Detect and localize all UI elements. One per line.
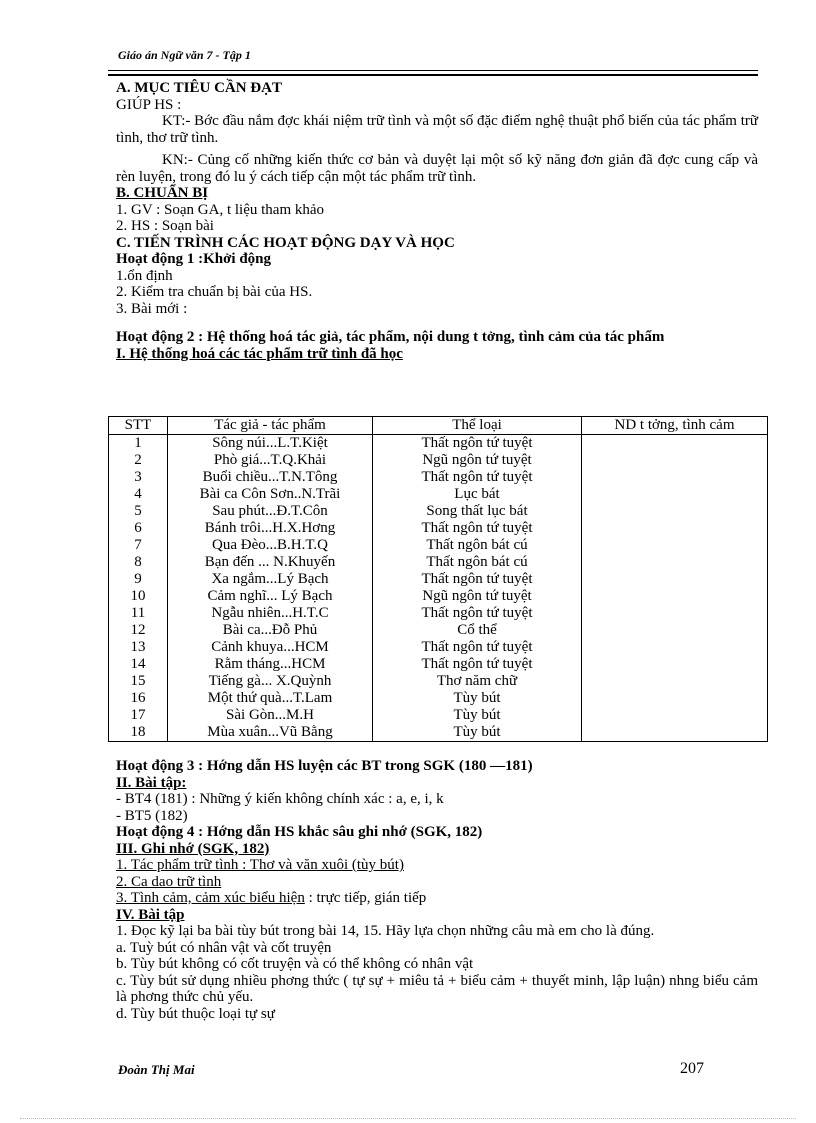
table-row [109, 724, 768, 742]
exercise-item-1: - BT4 (181) : Những ý kiến không chính xác : a, e, i, k [116, 791, 444, 807]
cell-author-work: Cảnh khuya...HCM [168, 639, 373, 656]
table-row [109, 707, 768, 724]
cell-genre: Thất ngôn bát cú [373, 537, 582, 554]
cell-genre: Thất ngôn tứ tuyệt [373, 639, 582, 656]
section-iv-intro: 1. Đọc kỹ lại ba bài tùy bút trong bài 14, 15. Hãy lựa chọn những câu mà em cho là đúng. [116, 923, 655, 939]
section-iv-heading: IV. Bài tập [116, 906, 185, 923]
table-row [109, 571, 768, 588]
section-a-heading: A. MỤC TIÊU CẦN ĐẠT [116, 80, 282, 96]
cell-author-work: Bài ca Côn Sơn..N.Trãi [168, 486, 373, 503]
table-body [109, 435, 768, 742]
cell-author-work: Mùa xuân...Vũ Bằng [168, 724, 373, 742]
cell-genre: Tùy bút [373, 724, 582, 742]
table-row [109, 588, 768, 605]
cell-stt: 5 [109, 503, 168, 520]
cell-genre: Thất ngôn tứ tuyệt [373, 571, 582, 588]
cell-content [582, 469, 768, 486]
cell-content [582, 639, 768, 656]
table-row [109, 435, 768, 453]
cell-stt: 11 [109, 605, 168, 622]
memo-item-2: 2. Ca dao trữ tình [116, 873, 222, 890]
cell-stt: 1 [109, 435, 168, 453]
option-c: c. Tùy bút sử dụng nhiều phơng thức ( tự sự + miêu tả + biểu cảm + thuyết minh, lập luận) nhng biểu cảm là phơng thức chủ yếu. [116, 972, 758, 1005]
exercise-subheading: II. Bài tập: [116, 774, 187, 791]
cell-content [582, 554, 768, 571]
cell-stt: 17 [109, 707, 168, 724]
activity-1-item-1: 1.ổn định [116, 267, 173, 284]
cell-content [582, 724, 768, 742]
cell-genre: Thất ngôn tứ tuyệt [373, 435, 582, 453]
cell-content [582, 537, 768, 554]
cell-content [582, 656, 768, 673]
table-row [109, 503, 768, 520]
bottom-dotted-line [20, 1118, 796, 1119]
option-d: d. Tùy bút thuộc loại tự sự [116, 1005, 275, 1022]
cell-author-work: Rằm tháng...HCM [168, 656, 373, 673]
header-author-work: Tác giả - tác phẩm [168, 417, 373, 435]
header-rule-thick [108, 74, 758, 76]
cell-genre: Thất ngôn tứ tuyệt [373, 656, 582, 673]
activity-2-subheading: I. Hệ thống hoá các tác phẩm trữ tình đã học [116, 345, 403, 362]
cell-stt: 18 [109, 724, 168, 742]
memo-item-3-rest: : trực tiếp, gián tiếp [304, 890, 427, 906]
cell-content [582, 571, 768, 588]
cell-content [582, 673, 768, 690]
memo-item-3-underlined: 3. Tình cảm, cảm xúc biểu hiện [116, 890, 305, 906]
cell-stt: 12 [109, 622, 168, 639]
table-row [109, 486, 768, 503]
cell-author-work: Sài Gòn...M.H [168, 707, 373, 724]
cell-author-work: Tiếng gà... X.Quỳnh [168, 673, 373, 690]
activity-1-item-3: 3. Bài mới : [116, 300, 188, 317]
cell-stt: 13 [109, 639, 168, 656]
cell-stt: 16 [109, 690, 168, 707]
page-number: 207 [680, 1060, 704, 1077]
table-header-row [109, 417, 768, 435]
memo-subheading: III. Ghi nhớ (SGK, 182) [116, 840, 270, 857]
table-row [109, 673, 768, 690]
option-a: a. Tuỳ bút có nhân vật và cốt truyện [116, 939, 332, 956]
prep-item-2: 2. HS : Soạn bài [116, 218, 214, 234]
cell-genre: Thơ năm chữ [373, 673, 582, 690]
cell-stt: 15 [109, 673, 168, 690]
cell-author-work: Qua Đèo...B.H.T.Q [168, 537, 373, 554]
table-row [109, 469, 768, 486]
cell-author-work: Bài ca...Đỗ Phủ [168, 622, 373, 639]
header-stt: STT [109, 417, 168, 435]
cell-genre: Thất ngôn tứ tuyệt [373, 605, 582, 622]
cell-stt: 3 [109, 469, 168, 486]
cell-author-work: Xa ngắm...Lý Bạch [168, 571, 373, 588]
table-row [109, 452, 768, 469]
section-c-heading: C. TIẾN TRÌNH CÁC HOẠT ĐỘNG DẠY VÀ HỌC [116, 234, 455, 251]
cell-author-work: Phò giá...T.Q.Khải [168, 452, 373, 469]
cell-author-work: Bánh trôi...H.X.Hơng [168, 520, 373, 537]
cell-genre: Thất ngôn tứ tuyệt [373, 520, 582, 537]
activity-2-heading: Hoạt động 2 : Hệ thống hoá tác giả, tác phẩm, nội dung t tởng, tình cảm của tác phẩm [116, 329, 665, 345]
table-row [109, 554, 768, 571]
cell-genre: Song thất lục bát [373, 503, 582, 520]
activity-3-heading: Hoạt động 3 : Hớng dẫn HS luyện các BT trong SGK (180 —181) [116, 758, 533, 774]
upper-content [116, 80, 758, 362]
table-row [109, 639, 768, 656]
header-content: ND t tởng, tình cảm [582, 417, 768, 435]
cell-genre: Tùy bút [373, 707, 582, 724]
cell-genre: Tùy bút [373, 690, 582, 707]
exercise-item-2: - BT5 (182) [116, 807, 188, 824]
cell-content [582, 503, 768, 520]
activity-1-heading: Hoạt động 1 :Khởi động [116, 251, 272, 267]
section-b-heading: B. CHUẨN BỊ [116, 185, 209, 201]
header-genre: Thể loại [373, 417, 582, 435]
cell-author-work: Một thứ quà...T.Lam [168, 690, 373, 707]
cell-author-work: Bạn đến ... N.Khuyến [168, 554, 373, 571]
memo-item-3 [116, 890, 758, 907]
table-row [109, 622, 768, 639]
cell-stt: 2 [109, 452, 168, 469]
table-row [109, 690, 768, 707]
cell-genre: Cổ thể [373, 622, 582, 639]
memo-item-1: 1. Tác phẩm trữ tình : Thơ và văn xuôi (tùy bút) [116, 857, 404, 873]
cell-author-work: Cảm nghĩ... Lý Bạch [168, 588, 373, 605]
cell-stt: 8 [109, 554, 168, 571]
cell-author-work: Sông núi...L.T.Kiệt [168, 435, 373, 453]
cell-author-work: Ngẫu nhiên...H.T.C [168, 605, 373, 622]
option-b: b. Tùy bút không có cốt truyện và có thể không có nhân vật [116, 956, 474, 972]
lower-content [116, 758, 758, 1022]
cell-genre: Ngũ ngôn tứ tuyệt [373, 588, 582, 605]
cell-content [582, 435, 768, 453]
cell-genre: Thất ngôn bát cú [373, 554, 582, 571]
cell-content [582, 520, 768, 537]
cell-content [582, 452, 768, 469]
cell-genre: Thất ngôn tứ tuyệt [373, 469, 582, 486]
table-row [109, 605, 768, 622]
footer-author: Đoàn Thị Mai [118, 1062, 195, 1077]
table-row [109, 520, 768, 537]
cell-stt: 10 [109, 588, 168, 605]
cell-content [582, 605, 768, 622]
activity-4-heading: Hoạt động 4 : Hớng dẫn HS khắc sâu ghi nhớ (SGK, 182) [116, 824, 483, 840]
cell-genre: Lục bát [373, 486, 582, 503]
kt-paragraph: KT:- Bớc đầu nắm đợc khái niệm trữ tình và một số đặc điểm nghệ thuật phổ biến của tác phẩm trữ tình, thơ trữ tình. [116, 113, 758, 146]
prep-item-1: 1. GV : Soạn GA, t liệu tham khảo [116, 201, 325, 218]
cell-stt: 7 [109, 537, 168, 554]
table-row [109, 656, 768, 673]
works-table [108, 416, 768, 742]
cell-stt: 9 [109, 571, 168, 588]
cell-content [582, 588, 768, 605]
activity-1-item-2: 2. Kiểm tra chuẩn bị bài của HS. [116, 284, 313, 300]
help-label: GIÚP HS : [116, 96, 182, 113]
table-row [109, 537, 768, 554]
cell-content [582, 486, 768, 503]
cell-genre: Ngũ ngôn tứ tuyệt [373, 452, 582, 469]
cell-content [582, 707, 768, 724]
header-rule-thin [108, 70, 758, 71]
cell-content [582, 690, 768, 707]
cell-author-work: Buổi chiều...T.N.Tông [168, 469, 373, 486]
running-header: Giáo án Ngữ văn 7 - Tập 1 [118, 48, 251, 62]
cell-author-work: Sau phút...Đ.T.Côn [168, 503, 373, 520]
cell-stt: 6 [109, 520, 168, 537]
cell-stt: 14 [109, 656, 168, 673]
cell-content [582, 622, 768, 639]
kn-paragraph: KN:- Củng cố những kiến thức cơ bản và duyệt lại một số kỹ năng đơn giản đã đợc cung cấp và rèn luyện, trong đó lu ý cách tiếp cận một tác phẩm trữ tình. [116, 152, 758, 185]
cell-stt: 4 [109, 486, 168, 503]
